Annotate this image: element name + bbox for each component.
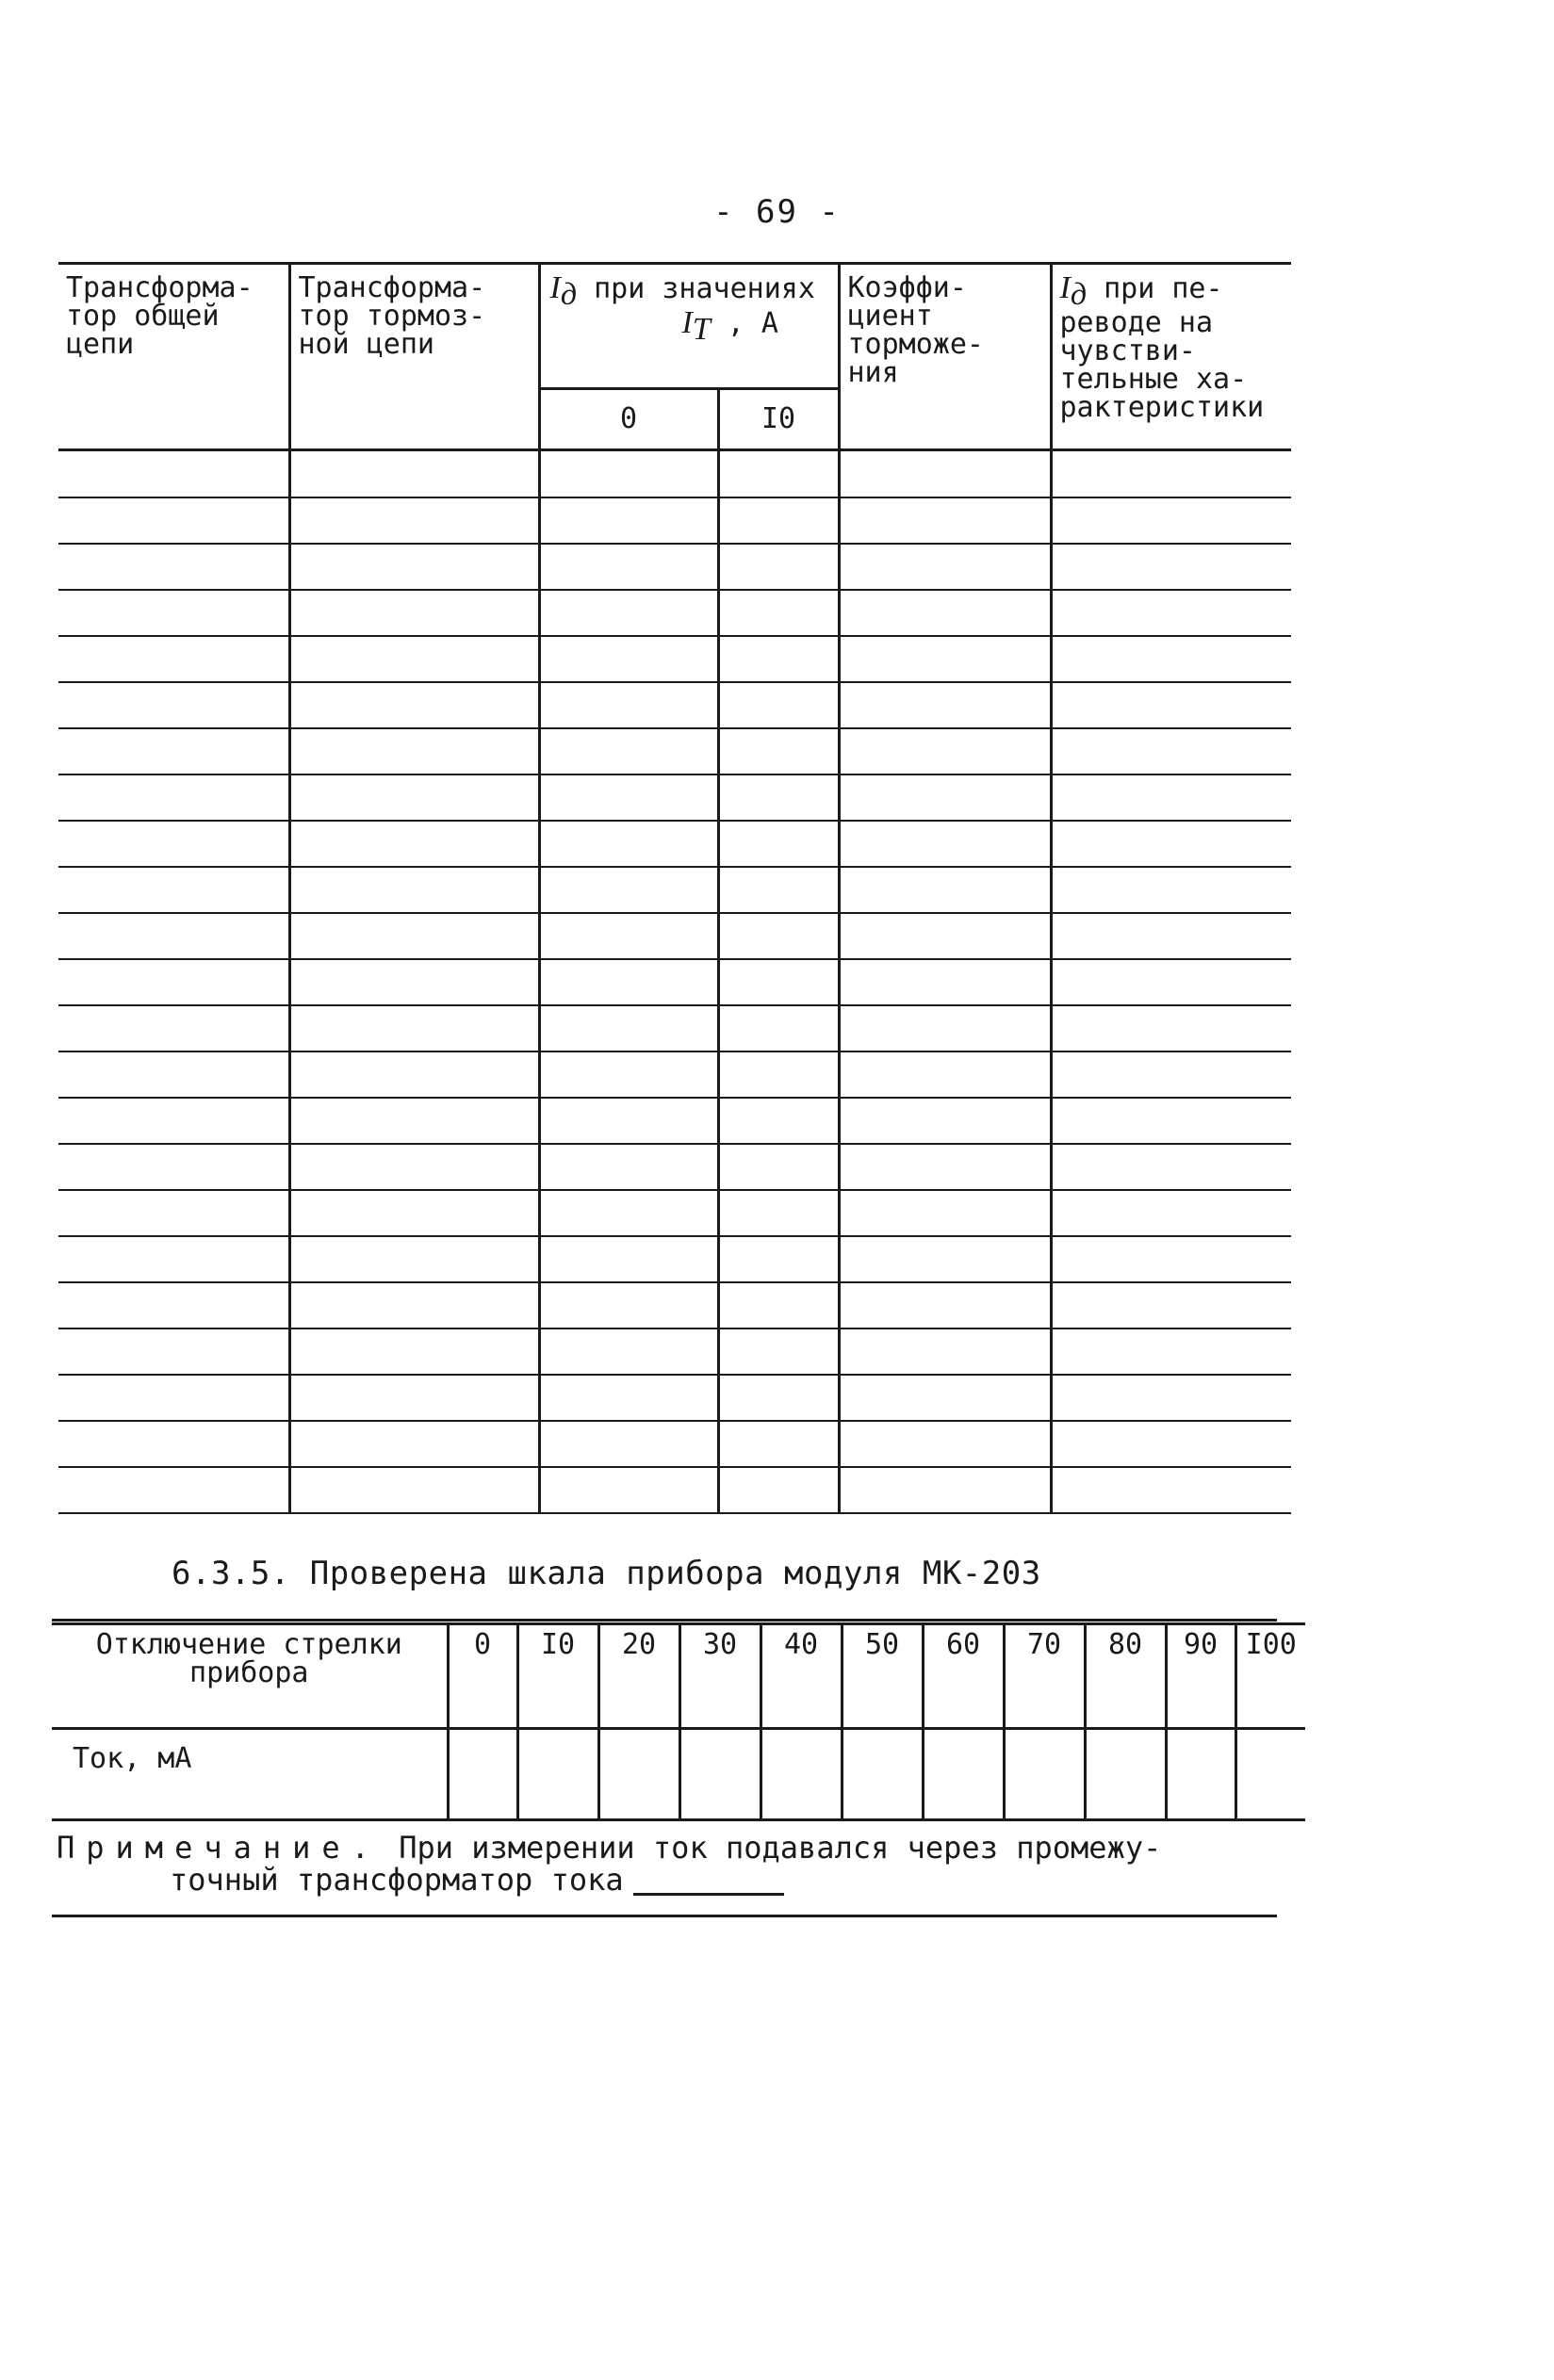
table-cell <box>839 590 1051 636</box>
table-cell <box>539 1329 718 1375</box>
table-cell <box>718 774 839 821</box>
table-cell <box>289 959 539 1005</box>
table-cell <box>539 1144 718 1190</box>
table-cell <box>1051 497 1291 544</box>
table-cell <box>1051 590 1291 636</box>
table-row <box>58 1098 1291 1144</box>
current-cell <box>1166 1729 1235 1820</box>
group-unit: , A <box>710 307 778 340</box>
table-cell <box>839 821 1051 867</box>
table-cell <box>718 1421 839 1467</box>
table-cell <box>1051 1421 1291 1467</box>
table-cell <box>539 1236 718 1282</box>
table-cell <box>289 1190 539 1236</box>
table-cell <box>539 821 718 867</box>
table-cell <box>718 1375 839 1421</box>
table-cell <box>718 913 839 959</box>
table-cell <box>58 774 289 821</box>
table-row <box>58 913 1291 959</box>
table-row <box>58 774 1291 821</box>
table-cell <box>1051 774 1291 821</box>
table-cell <box>718 867 839 913</box>
table-row <box>58 959 1291 1005</box>
table-cell <box>289 867 539 913</box>
table-row <box>58 1421 1291 1467</box>
table-cell <box>58 867 289 913</box>
table-row <box>58 821 1291 867</box>
subheader-ten: I0 <box>718 389 839 450</box>
current-cell <box>517 1729 598 1820</box>
symbol-sub: д <box>560 277 578 312</box>
table-cell <box>289 821 539 867</box>
table-cell <box>539 590 718 636</box>
scale-value: 90 <box>1166 1624 1235 1729</box>
table-cell <box>839 1329 1051 1375</box>
table-cell <box>289 636 539 682</box>
table-cell <box>1051 450 1291 498</box>
table-cell <box>289 913 539 959</box>
table-cell <box>289 1467 539 1513</box>
col5-sub: д <box>1070 277 1088 312</box>
table-row <box>58 497 1291 544</box>
table-cell <box>839 1421 1051 1467</box>
page-number: - 69 - <box>713 193 841 231</box>
subheader-zero: 0 <box>539 389 718 450</box>
table-cell <box>58 450 289 498</box>
table-cell <box>718 636 839 682</box>
table-cell <box>839 497 1051 544</box>
table-cell <box>289 1098 539 1144</box>
header-brake-circuit: Трансформа- тор тормоз- ной цепи <box>289 264 539 450</box>
table-cell <box>58 1190 289 1236</box>
table-cell <box>1051 1051 1291 1098</box>
table-cell <box>839 1051 1051 1098</box>
header-braking-coefficient: Коэффи- циент торможе- ния <box>839 264 1051 450</box>
table-cell <box>718 450 839 498</box>
table-row <box>58 1190 1291 1236</box>
table-cell <box>839 1005 1051 1051</box>
table-cell <box>718 1005 839 1051</box>
main-table <box>58 262 1291 1514</box>
table-cell <box>58 1375 289 1421</box>
table-cell <box>58 1005 289 1051</box>
table-cell <box>58 728 289 774</box>
note-prefix: Примечание. <box>57 1830 381 1866</box>
table-cell <box>1051 1098 1291 1144</box>
table-cell <box>718 1282 839 1329</box>
table-row <box>58 1329 1291 1375</box>
table-cell <box>718 1051 839 1098</box>
table-cell <box>1051 636 1291 682</box>
table-cell <box>718 1467 839 1513</box>
table-cell <box>58 959 289 1005</box>
table-cell <box>539 1190 718 1236</box>
table-cell <box>58 1098 289 1144</box>
table-row <box>58 450 1291 498</box>
table-cell <box>539 774 718 821</box>
table-cell <box>1051 1144 1291 1190</box>
table-cell <box>1051 913 1291 959</box>
table-cell <box>539 728 718 774</box>
table-row <box>58 1051 1291 1098</box>
symbol-i: I <box>549 270 561 305</box>
main-table-body <box>58 450 1291 1514</box>
table-cell <box>718 1236 839 1282</box>
table-cell <box>289 497 539 544</box>
table-cell <box>539 636 718 682</box>
table-cell <box>539 1098 718 1144</box>
current-cell <box>1235 1729 1305 1820</box>
table-cell <box>839 544 1051 590</box>
table-cell <box>58 1051 289 1098</box>
var-sub: T <box>692 312 711 347</box>
deflection-label: Отключение стрелки прибора <box>52 1624 448 1729</box>
table-cell <box>58 1282 289 1329</box>
table-cell <box>839 913 1051 959</box>
scale-value: I00 <box>1235 1624 1305 1729</box>
table-cell <box>539 1467 718 1513</box>
current-cell <box>598 1729 679 1820</box>
table-cell <box>289 1375 539 1421</box>
table-cell <box>839 867 1051 913</box>
table-row <box>58 867 1291 913</box>
current-cell <box>842 1729 923 1820</box>
table-cell <box>539 1005 718 1051</box>
table-cell <box>718 821 839 867</box>
table-cell <box>58 497 289 544</box>
table-cell <box>718 544 839 590</box>
table-cell <box>839 636 1051 682</box>
table-row <box>58 544 1291 590</box>
table-cell <box>839 728 1051 774</box>
table-cell <box>58 1144 289 1190</box>
table-cell <box>718 590 839 636</box>
table-cell <box>1051 1005 1291 1051</box>
table-cell <box>839 1236 1051 1282</box>
table-cell <box>1051 544 1291 590</box>
table-cell <box>289 1329 539 1375</box>
table-cell <box>1051 959 1291 1005</box>
table-cell <box>539 544 718 590</box>
table-cell <box>718 1190 839 1236</box>
table-cell <box>289 590 539 636</box>
table-cell <box>289 1005 539 1051</box>
group-text: при значениях <box>577 272 815 305</box>
current-cell <box>761 1729 842 1820</box>
table-cell <box>718 497 839 544</box>
scale-value: 40 <box>761 1624 842 1729</box>
table-cell <box>839 1467 1051 1513</box>
table-cell <box>839 1098 1051 1144</box>
current-cell <box>679 1729 761 1820</box>
scale-row-deflection <box>52 1624 1305 1729</box>
table-cell <box>718 1144 839 1190</box>
table-cell <box>1051 1236 1291 1282</box>
table-row <box>58 728 1291 774</box>
note-blank-field <box>633 1868 784 1896</box>
scale-value: 50 <box>842 1624 923 1729</box>
table-cell <box>58 590 289 636</box>
table-cell <box>539 682 718 728</box>
table-cell <box>289 1144 539 1190</box>
section-title: 6.3.5. Проверена шкала прибора модуля МК-203 <box>172 1555 1041 1592</box>
table-cell <box>1051 1329 1291 1375</box>
table-cell <box>1051 1282 1291 1329</box>
table-cell <box>1051 1467 1291 1513</box>
table-cell <box>58 1236 289 1282</box>
table-cell <box>289 682 539 728</box>
scale-row-current <box>52 1729 1305 1820</box>
current-cell <box>1004 1729 1085 1820</box>
table-cell <box>718 682 839 728</box>
table-row <box>58 636 1291 682</box>
table-cell <box>539 867 718 913</box>
table-cell <box>289 1236 539 1282</box>
table-cell <box>289 1421 539 1467</box>
table-cell <box>839 1190 1051 1236</box>
table-cell <box>1051 1190 1291 1236</box>
table-cell <box>839 1282 1051 1329</box>
table-cell <box>839 450 1051 498</box>
current-cell <box>923 1729 1004 1820</box>
table-cell <box>718 728 839 774</box>
table-cell <box>289 1282 539 1329</box>
table-row <box>58 1005 1291 1051</box>
scale-value: 80 <box>1085 1624 1166 1729</box>
scale-value: 20 <box>598 1624 679 1729</box>
table-cell <box>539 497 718 544</box>
table-cell <box>1051 728 1291 774</box>
scale-top-rule <box>52 1619 1277 1622</box>
current-label: Ток, мА <box>52 1729 448 1820</box>
table-cell <box>839 1144 1051 1190</box>
table-cell <box>539 1051 718 1098</box>
table-cell <box>58 1329 289 1375</box>
scale-value: 70 <box>1004 1624 1085 1729</box>
table-cell <box>58 544 289 590</box>
table-cell <box>839 682 1051 728</box>
table-cell <box>1051 867 1291 913</box>
note-line2: точный трансформатор тока <box>170 1862 624 1898</box>
table-cell <box>58 1421 289 1467</box>
table-row <box>58 1282 1291 1329</box>
header-common-circuit: Трансформа- тор общей цепи <box>58 264 289 450</box>
table-cell <box>718 959 839 1005</box>
scale-value: 0 <box>448 1624 517 1729</box>
table-cell <box>289 728 539 774</box>
table-row <box>58 1467 1291 1513</box>
table-cell <box>839 774 1051 821</box>
table-cell <box>839 959 1051 1005</box>
table-cell <box>58 821 289 867</box>
table-cell <box>58 1467 289 1513</box>
table-cell <box>839 1375 1051 1421</box>
table-row <box>58 682 1291 728</box>
table-cell <box>1051 1375 1291 1421</box>
col5-text: при пе- реводе на чувстви- тельные ха- рактеристики <box>1059 272 1265 424</box>
table-cell <box>58 636 289 682</box>
var-i: I <box>681 305 693 340</box>
table-cell <box>58 682 289 728</box>
scale-table <box>52 1622 1305 1821</box>
note-line1: При измерении ток подавался через промежу- <box>380 1830 1162 1866</box>
table-cell <box>289 774 539 821</box>
table-row <box>58 1144 1291 1190</box>
table-cell <box>1051 682 1291 728</box>
table-row <box>58 1375 1291 1421</box>
header-current-group <box>539 264 839 389</box>
table-cell <box>718 1098 839 1144</box>
table-cell <box>58 913 289 959</box>
scale-value: I0 <box>517 1624 598 1729</box>
current-cell <box>1085 1729 1166 1820</box>
current-cell <box>448 1729 517 1820</box>
table-cell <box>289 544 539 590</box>
table-cell <box>539 1375 718 1421</box>
table-cell <box>289 1051 539 1098</box>
col5-symbol: I <box>1059 270 1071 305</box>
note <box>57 1832 1161 1896</box>
table-row <box>58 1236 1291 1282</box>
table-cell <box>539 1282 718 1329</box>
header-sensitive-characteristics <box>1051 264 1291 450</box>
scale-value: 30 <box>679 1624 761 1729</box>
note-bottom-rule <box>52 1915 1277 1917</box>
table-cell <box>539 1421 718 1467</box>
table-cell <box>1051 821 1291 867</box>
table-cell <box>539 450 718 498</box>
table-row <box>58 590 1291 636</box>
table-cell <box>289 450 539 498</box>
table-cell <box>539 913 718 959</box>
table-cell <box>718 1329 839 1375</box>
scale-value: 60 <box>923 1624 1004 1729</box>
table-cell <box>539 959 718 1005</box>
